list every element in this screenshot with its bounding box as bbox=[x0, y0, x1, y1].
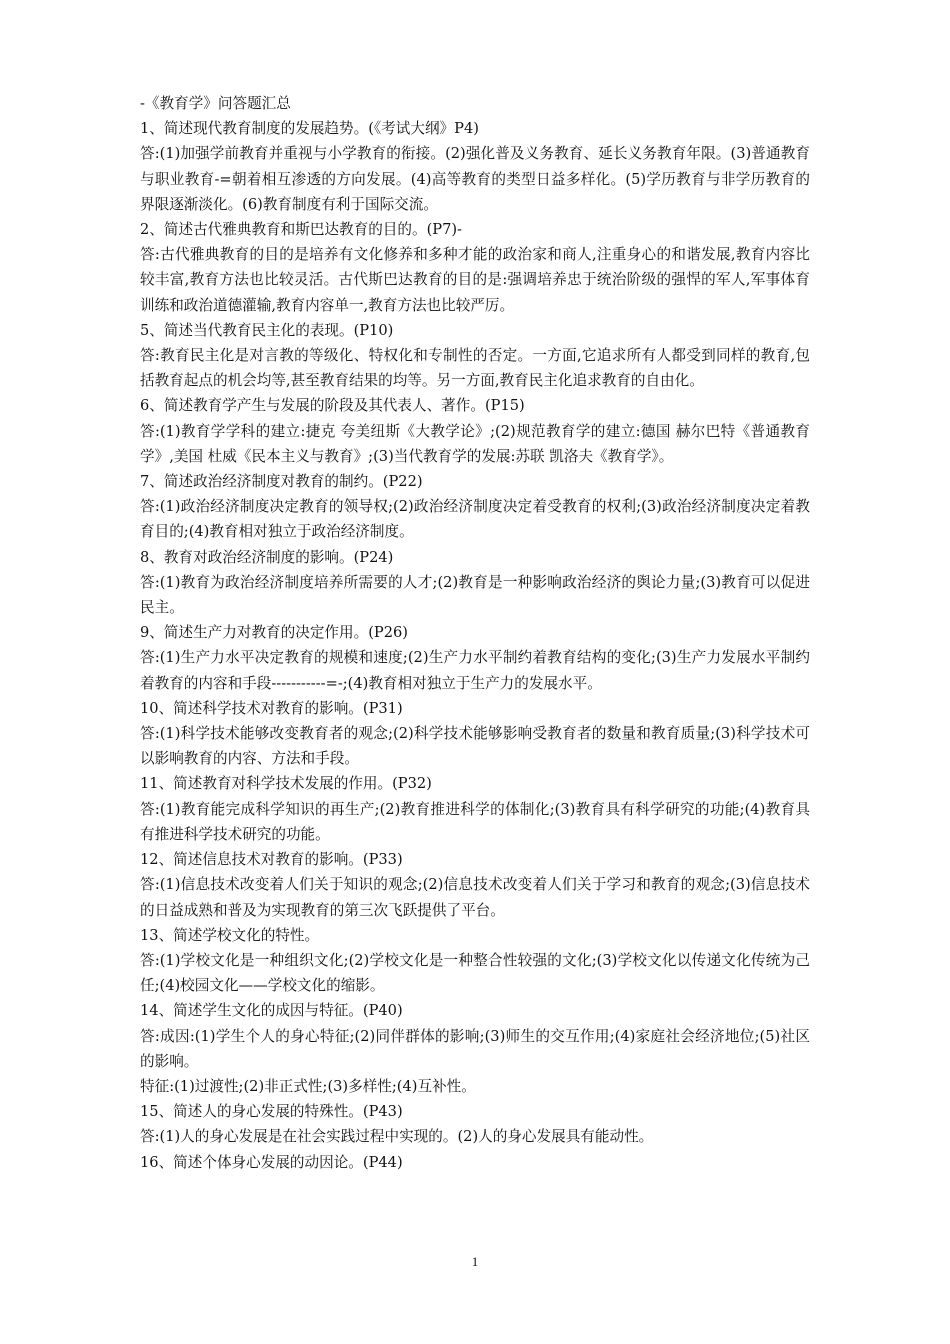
text-line: 答:(1)生产力水平决定教育的规模和速度;(2)生产力水平制约着教育结构的变化;(3)生产力发展水平制约着教育的内容和手段-----------=-;(4)教育相对独立于生产力的发展水平。 bbox=[140, 649, 810, 692]
text-line: 8、教育对政治经济制度的影响。(P24) bbox=[140, 548, 394, 566]
text-line: 14、简述学生文化的成因与特征。(P40) bbox=[140, 1002, 403, 1020]
text-line: 5、简述当代教育民主化的表现。(P10) bbox=[140, 321, 394, 339]
text-line: 答:(1)教育能完成科学知识的再生产;(2)教育推进科学的体制化;(3)教育具有科学研究的功能;(4)教育具有推进科学技术研究的功能。 bbox=[140, 800, 810, 843]
text-line: 1、简述现代教育制度的发展趋势。(《考试大纲》P4) bbox=[140, 120, 479, 138]
text-line: 答:(1)加强学前教育并重视与小学教育的衔接。(2)强化普及义务教育、延长义务教育年限。(3)普通教育与职业教育-=朝着相互渗透的方向发展。(4)高等教育的类型日益多样化。(5)学历教育与非学历教育的界限逐渐淡化。(6)教育制度有利于国际交流。 bbox=[140, 145, 810, 213]
document-title: -《教育学》问答题汇总 bbox=[140, 95, 291, 112]
text-line: 9、简述生产力对教育的决定作用。(P26) bbox=[140, 624, 408, 642]
text-line: 6、简述教育学产生与发展的阶段及其代表人、著作。(P15) bbox=[140, 397, 525, 415]
text-line: 7、简述政治经济制度对教育的制约。(P22) bbox=[140, 473, 423, 491]
text-line: 12、简述信息技术对教育的影响。(P33) bbox=[140, 851, 403, 869]
text-line: 答:(1)科学技术能够改变教育者的观念;(2)科学技术能够影响受教育者的数量和教育质量;(3)科学技术可以影响教育的内容、方法和手段。 bbox=[140, 725, 810, 768]
text-line: 答:(1)教育为政治经济制度培养所需要的人才;(2)教育是一种影响政治经济的舆论力量;(3)教育可以促进民主。 bbox=[140, 573, 810, 617]
text-line: 答:(1)政治经济制度决定教育的领导权;(2)政治经济制度决定着受教育的权利;(3)政治经济制度决定着教育目的;(4)教育相对独立于政治经济制度。 bbox=[140, 498, 810, 541]
text-line: 答:(1)学校文化是一种组织文化;(2)学校文化是一种整合性较强的文化;(3)学校文化以传递文化传统为己任;(4)校园文化——学校文化的缩影。 bbox=[140, 951, 810, 995]
text-line: 答:教育民主化是对言教的等级化、特权化和专制性的否定。一方面,它追求所有人都受到同样的教育,包括教育起点的机会均等,甚至教育结果的均等。另一方面,教育民主化追求教育的自由化。 bbox=[140, 347, 810, 390]
text-line: 2、简述古代雅典教育和斯巴达教育的目的。(P7)- bbox=[140, 221, 462, 239]
text-line: 特征:(1)过渡性;(2)非正式性;(3)多样性;(4)互补性。 bbox=[140, 1077, 476, 1095]
text-line: 15、简述人的身心发展的特殊性。(P43) bbox=[140, 1103, 403, 1121]
text-line: 答:(1)教育学学科的建立:捷克 夸美纽斯《大教学论》;(2)规范教育学的建立:德国 赫尔巴特《普通教育学》,美国 杜威《民本主义与教育》;(3)当代教育学的发展:苏联 凯洛夫《教育学》。 bbox=[140, 422, 810, 465]
text-line: 答:(1)人的身心发展是在社会实践过程中实现的。(2)人的身心发展具有能动性。 bbox=[140, 1128, 654, 1146]
text-line: 16、简述个体身心发展的动因论。(P44) bbox=[140, 1153, 403, 1171]
text-line: 答:(1)信息技术改变着人们关于知识的观念;(2)信息技术改变着人们关于学习和教育的观念;(3)信息技术的日益成熟和普及为实现教育的第三次飞跃提供了平台。 bbox=[140, 876, 810, 919]
text-line: 答:古代雅典教育的目的是培养有文化修养和多种才能的政治家和商人,注重身心的和谐发展,教育内容比较丰富,教育方法也比较灵活。古代斯巴达教育的目的是:强调培养忠于统治阶级的强悍的军人,军事体育训练和政治道德灌输,教育内容单一,教育方法也比较严厉。 bbox=[140, 246, 810, 314]
text-line: 11、简述教育对科学技术发展的作用。(P32) bbox=[140, 775, 432, 793]
document-body bbox=[140, 91, 810, 1175]
text-line: 10、简述科学技术对教育的影响。(P31) bbox=[140, 699, 403, 717]
text-line: 答:成因:(1)学生个人的身心特征;(2)同伴群体的影响;(3)师生的交互作用;(4)家庭社会经济地位;(5)社区的影响。 bbox=[140, 1027, 810, 1070]
text-line: 13、简述学校文化的特性。 bbox=[140, 926, 320, 944]
page-number: 1 bbox=[471, 1254, 479, 1269]
